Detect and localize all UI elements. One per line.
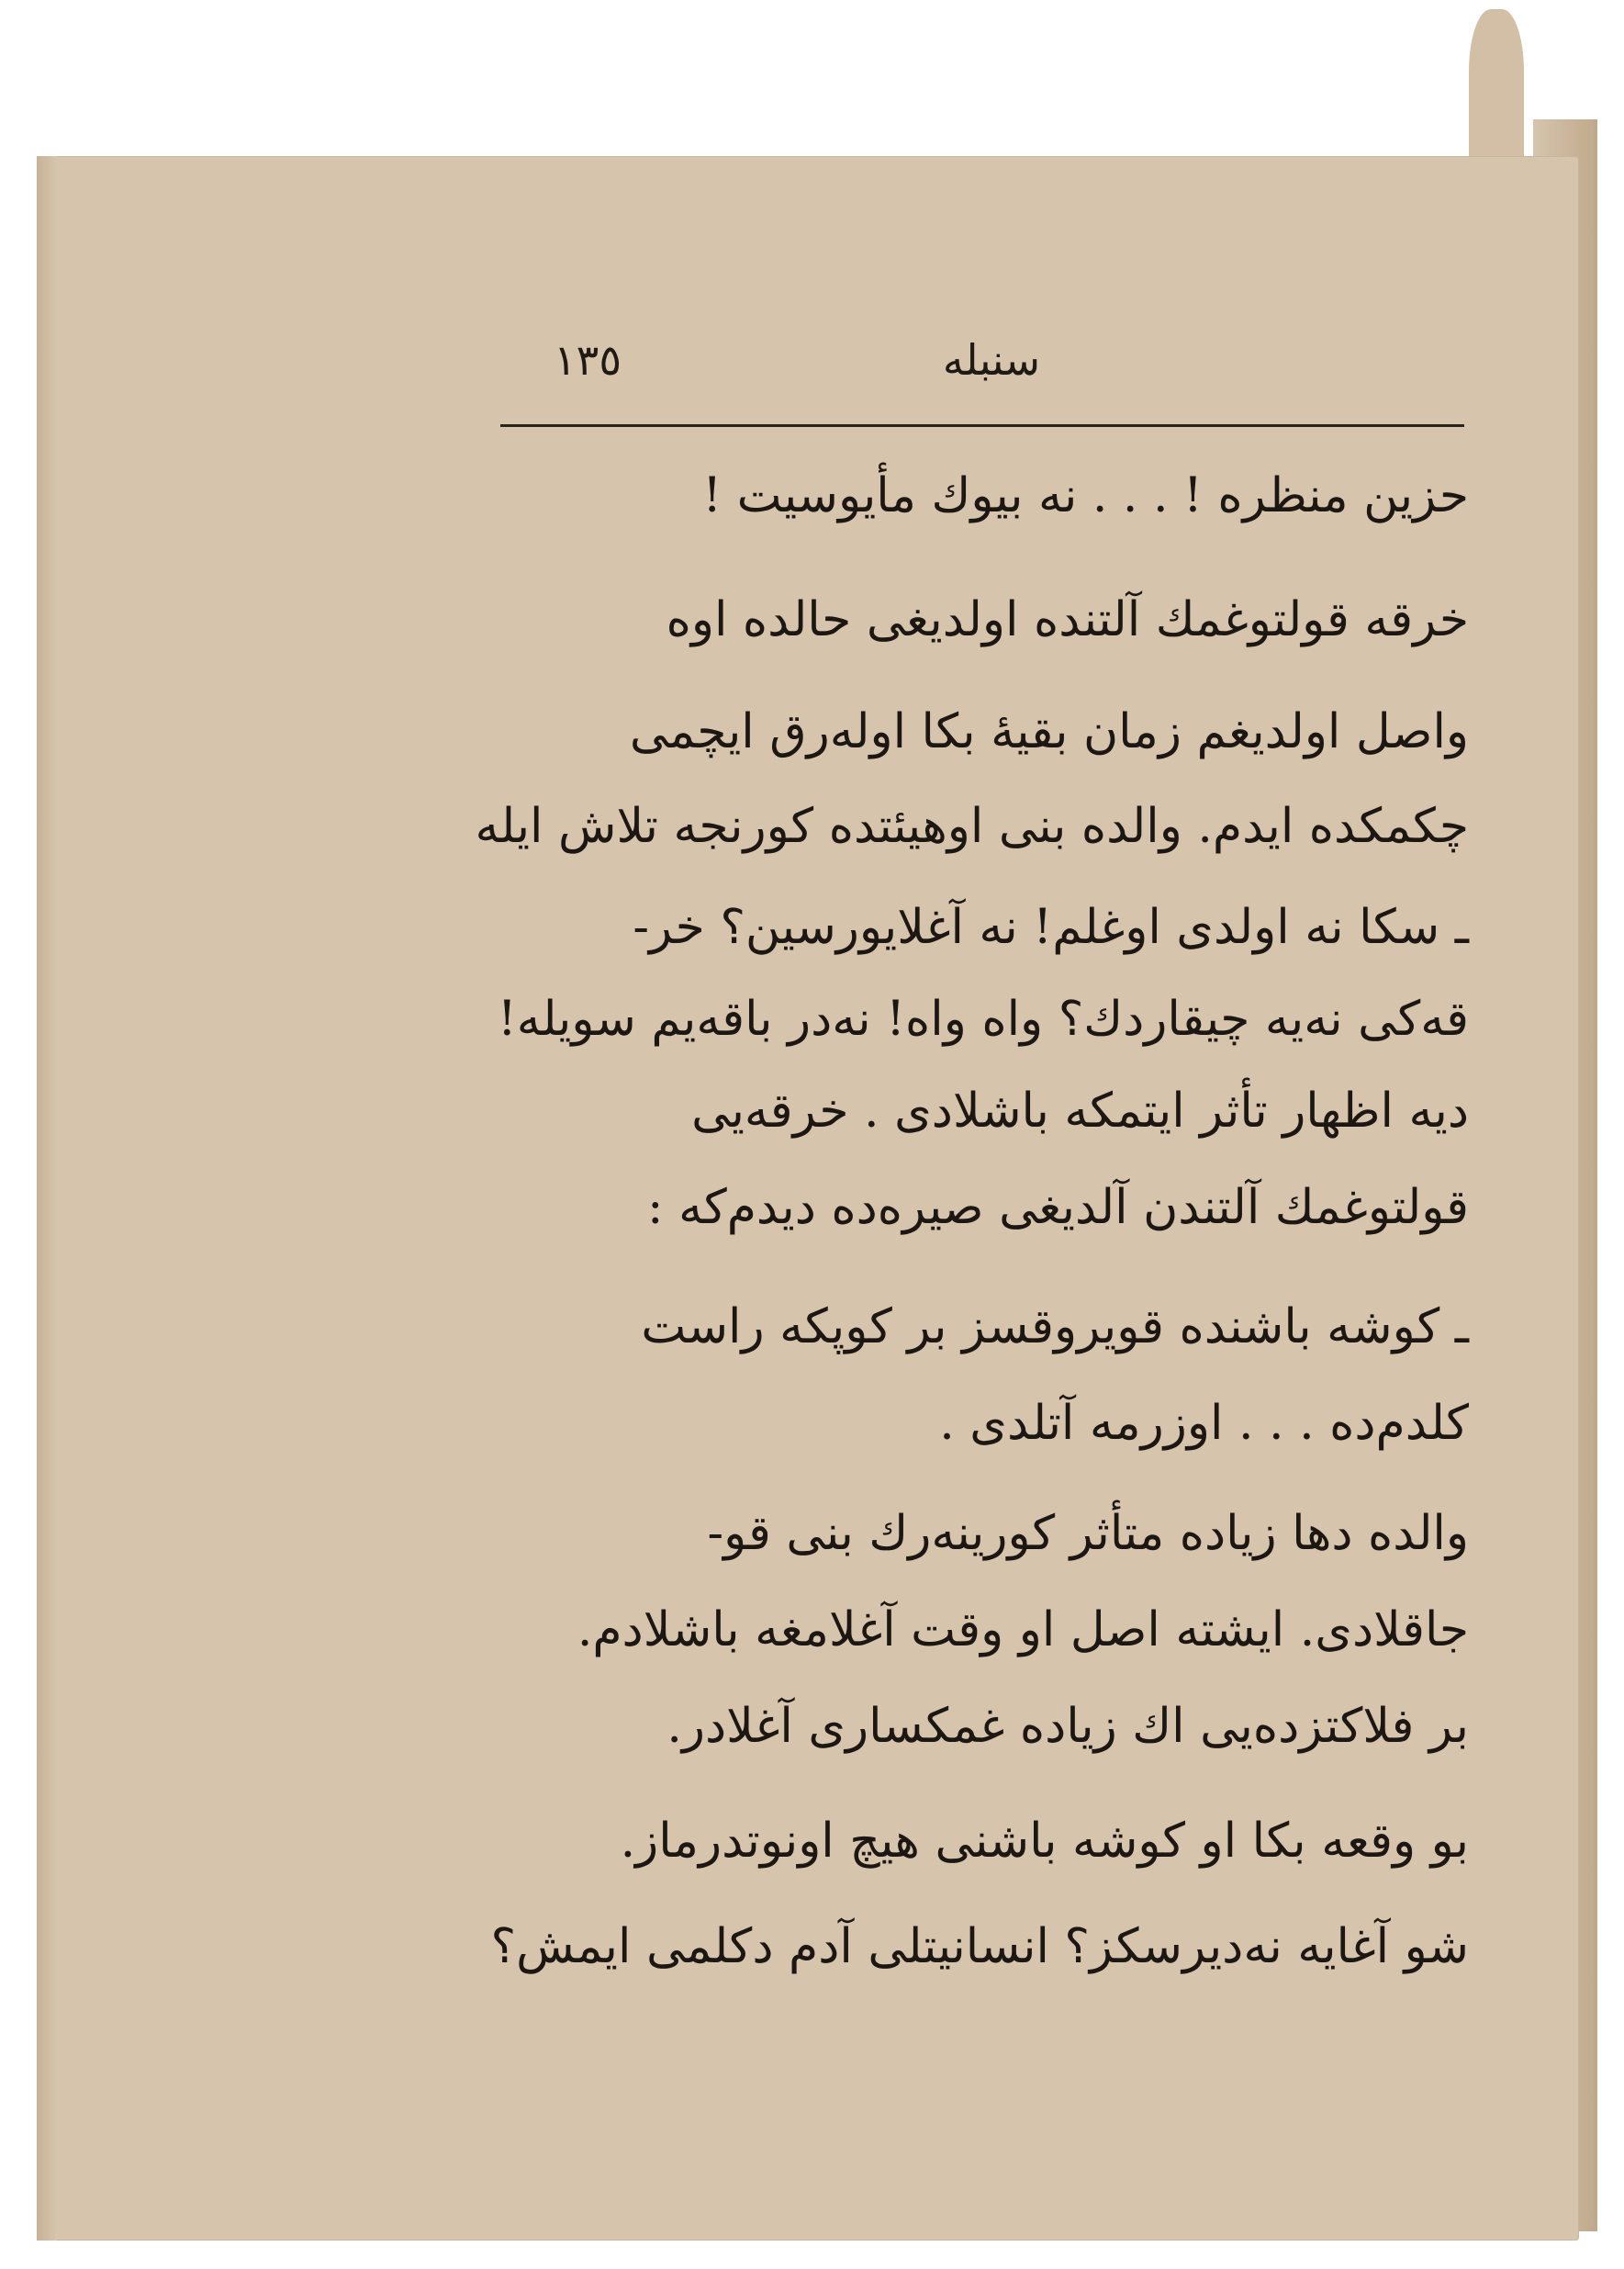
text-line: واصل اولديغم زمان بقيه‌ٔ بكا اوله‌رق ايچمى bbox=[629, 704, 1469, 759]
torn-paper-corner bbox=[1469, 9, 1524, 165]
text-line: شو آغايه نه‌ديرسكز؟ انسانيتلى آدم دكلمى ايمش؟ bbox=[490, 1919, 1469, 1974]
page-number: ١٣٥ bbox=[553, 335, 622, 385]
running-header-title: سنبله bbox=[942, 335, 1041, 385]
text-line: قه‌كى نه‌يه چيقاردك؟ واه واه! نه‌در باقه‌يم سويله! bbox=[497, 992, 1469, 1047]
text-line: بر فلاكتزده‌يى اك زياده غمكسارى آغلادر. bbox=[666, 1699, 1469, 1754]
text-line: ـ كوشه باشنده قويروقسز بر كوپكه راست bbox=[641, 1299, 1469, 1354]
header-rule bbox=[500, 424, 1464, 427]
text-line: حزين منظره ! . . . نه بيوك مأيوسيت ! bbox=[702, 468, 1469, 523]
text-line: قولتوغمك آلتندن آلديغى صيره‌ده ديدم‌كه : bbox=[647, 1180, 1469, 1235]
text-line: والده دها زياده متأثر كورينه‌رك بنى قو- bbox=[707, 1506, 1469, 1561]
text-line: چكمكده ايدم. والده بنى اوهيئتده كورنجه تلاش ايله bbox=[475, 799, 1469, 854]
text-line: كلدم‌ده . . . اوزرمه آتلدى . bbox=[939, 1396, 1469, 1451]
page-left-edge bbox=[37, 156, 57, 2241]
text-line: جاقلادى. ايشته اصل او وقت آغلامغه باشلادم. bbox=[577, 1602, 1469, 1657]
text-line: ـ سكا نه اولدى اوغلم! نه آغلايورسين؟ خر- bbox=[633, 900, 1469, 955]
text-line: بو وقعه بكا او كوشه باشنى هيچ اونوتدرماز. bbox=[620, 1814, 1469, 1869]
text-line: خرقه قولتوغمك آلتنده اولديغى حالده اوه bbox=[666, 592, 1469, 647]
text-line: ديه اظهار تأثر ايتمكه باشلادى . خرقه‌يى bbox=[691, 1084, 1469, 1139]
